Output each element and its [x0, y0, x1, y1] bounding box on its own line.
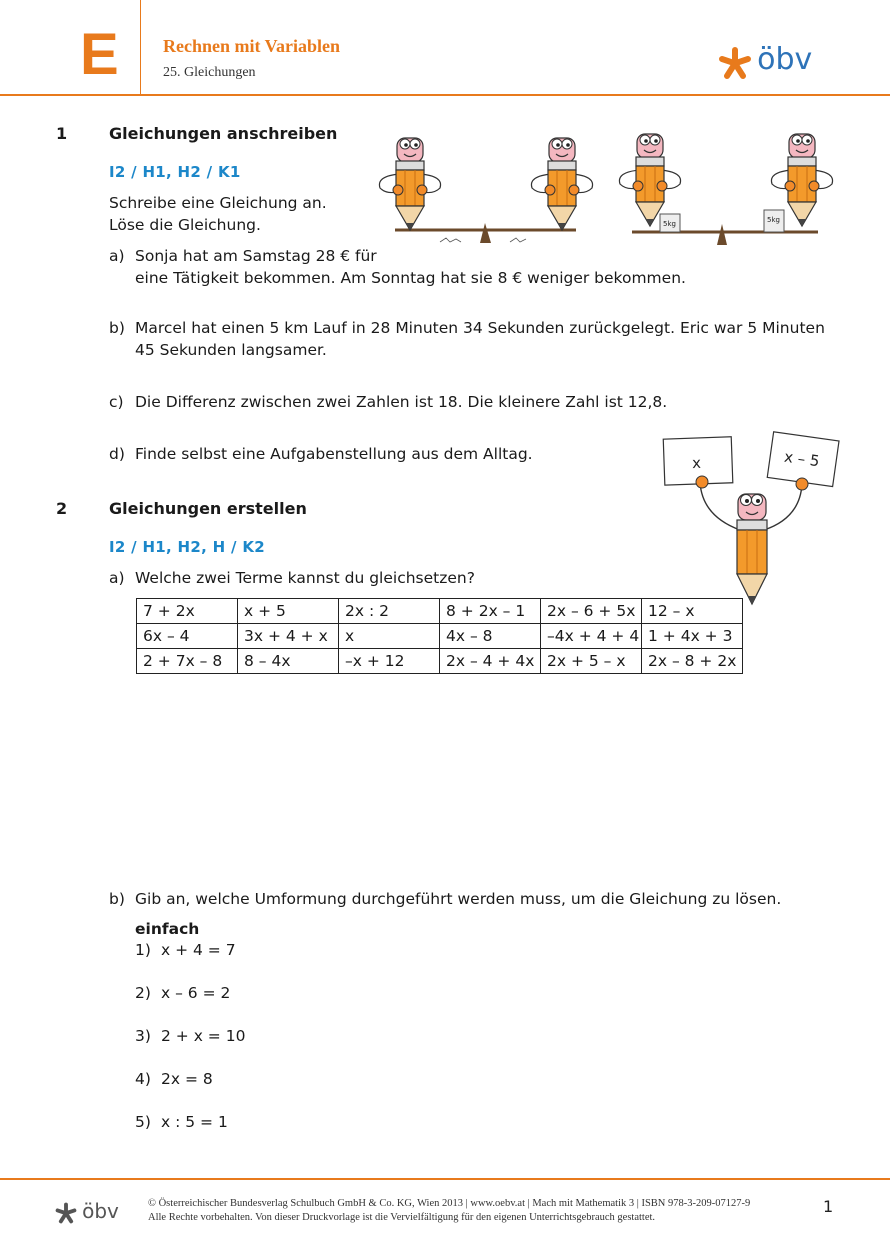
task1-b	[109, 317, 825, 361]
equation-label: 3)	[135, 1027, 151, 1045]
equation-item	[135, 1111, 228, 1133]
obv-logo	[718, 40, 812, 80]
task1-number: 1	[56, 124, 68, 143]
task2-a-text: Welche zwei Terme kannst du gleichsetzen?	[135, 569, 475, 587]
task1-b-line1: Marcel hat einen 5 km Lauf in 28 Minuten 34 Sekunden zurückgelegt. Eric war 5 Minuten	[135, 319, 825, 337]
difficulty-level: einfach	[135, 920, 200, 938]
obv-star-icon	[718, 46, 752, 80]
pencil-signs-illustration	[662, 430, 842, 612]
table-cell: 8 – 4x	[238, 649, 339, 674]
table-cell: 6x – 4	[137, 624, 238, 649]
terms-table	[136, 598, 743, 674]
table-cell: 2x : 2	[339, 599, 440, 624]
equation-text: 2x = 8	[161, 1070, 213, 1088]
table-row	[137, 649, 743, 674]
footer-copyright	[148, 1197, 750, 1225]
table-cell: x + 5	[238, 599, 339, 624]
task1-instruction-2: Löse die Gleichung.	[109, 216, 261, 234]
table-cell: 12 – x	[642, 599, 743, 624]
equation-item	[135, 939, 236, 961]
task2-b-label: b)	[109, 890, 125, 908]
table-cell: 2x + 5 – x	[541, 649, 642, 674]
table-cell: 2x – 6 + 5x	[541, 599, 642, 624]
table-cell: 3x + 4 + x	[238, 624, 339, 649]
table-cell: –4x + 4 + 4	[541, 624, 642, 649]
table-row	[137, 624, 743, 649]
table-cell: 1 + 4x + 3	[642, 624, 743, 649]
pencil-balance-illustration	[370, 118, 840, 253]
task1-c-label: c)	[109, 393, 124, 411]
task2-title: Gleichungen erstellen	[109, 499, 307, 518]
equation-label: 2)	[135, 984, 151, 1002]
table-cell: x	[339, 624, 440, 649]
table-cell: 4x – 8	[440, 624, 541, 649]
footer-logo	[55, 1198, 119, 1224]
equation-text: x – 6 = 2	[161, 984, 231, 1002]
sign-right-text: x – 5	[783, 447, 821, 471]
table-cell: 2x – 4 + 4x	[440, 649, 541, 674]
equation-item	[135, 1025, 245, 1047]
task1-d-label: d)	[109, 445, 125, 463]
equation-item	[135, 982, 230, 1004]
footer-line-1: © Österreichischer Bundesverlag Schulbuch GmbH & Co. KG, Wien 2013 | www.oebv.at | Mach mit Mathematik 3 | ISBN 978-3-209-07127-9	[148, 1198, 751, 1209]
sign-left-text: x	[691, 453, 702, 473]
equation-text: x + 4 = 7	[161, 941, 236, 959]
chapter-letter: E	[80, 22, 119, 87]
header-rule	[0, 94, 890, 96]
task1-c-line1: Die Differenz zwischen zwei Zahlen ist 18. Die kleinere Zahl ist 12,8.	[135, 393, 668, 411]
task1-instruction-1: Schreibe eine Gleichung an.	[109, 194, 327, 212]
page-number: 1	[823, 1197, 834, 1216]
header-divider	[140, 0, 141, 95]
footer-logo-text: öbv	[82, 1199, 119, 1223]
task2-number: 2	[56, 499, 68, 518]
task2-a	[109, 567, 475, 589]
obv-star-icon	[55, 1202, 77, 1224]
task1-a-line2: eine Tätigkeit bekommen. Am Sonntag hat sie 8 € weniger bekommen.	[135, 269, 686, 287]
task2-b	[109, 888, 781, 910]
table-cell: 2 + 7x – 8	[137, 649, 238, 674]
task1-a-line1: Sonja hat am Samstag 28 € für	[135, 247, 377, 265]
table-cell: 8 + 2x – 1	[440, 599, 541, 624]
task2-competence-codes: I2 / H1, H2, H / K2	[109, 538, 266, 556]
equation-label: 4)	[135, 1070, 151, 1088]
task1-d-line1: Finde selbst eine Aufgabenstellung aus dem Alltag.	[135, 445, 533, 463]
weight-label-1: 5kg	[663, 220, 676, 228]
task1-c	[109, 391, 667, 413]
task1-b-label: b)	[109, 319, 125, 337]
task1-a-label: a)	[109, 247, 125, 265]
table-cell: 2x – 8 + 2x	[642, 649, 743, 674]
equation-label: 5)	[135, 1113, 151, 1131]
equation-text: x : 5 = 1	[161, 1113, 228, 1131]
task1-d	[109, 443, 533, 465]
equation-text: 2 + x = 10	[161, 1027, 246, 1045]
weight-label-2: 5kg	[767, 216, 780, 224]
footer-rule	[0, 1178, 890, 1180]
table-cell: –x + 12	[339, 649, 440, 674]
equation-item	[135, 1068, 213, 1090]
task2-b-text: Gib an, welche Umformung durchgeführt werden muss, um die Gleichung zu lösen.	[135, 890, 782, 908]
footer-line-2: Alle Rechte vorbehalten. Von dieser Druckvorlage ist die Vervielfältigung für den eigenen Unterrichtsgebrauch gestattet.	[148, 1212, 656, 1223]
page-subtitle: 25. Gleichungen	[163, 65, 256, 80]
page-title: Rechnen mit Variablen	[163, 36, 341, 56]
equation-label: 1)	[135, 941, 151, 959]
task1-b-line2: 45 Sekunden langsamer.	[135, 341, 327, 359]
obv-logo-text: öbv	[757, 42, 813, 77]
task1-competence-codes: I2 / H1, H2 / K1	[109, 163, 241, 181]
task1-title: Gleichungen anschreiben	[109, 124, 338, 143]
table-cell: 7 + 2x	[137, 599, 238, 624]
table-row	[137, 599, 743, 624]
task2-a-label: a)	[109, 569, 125, 587]
